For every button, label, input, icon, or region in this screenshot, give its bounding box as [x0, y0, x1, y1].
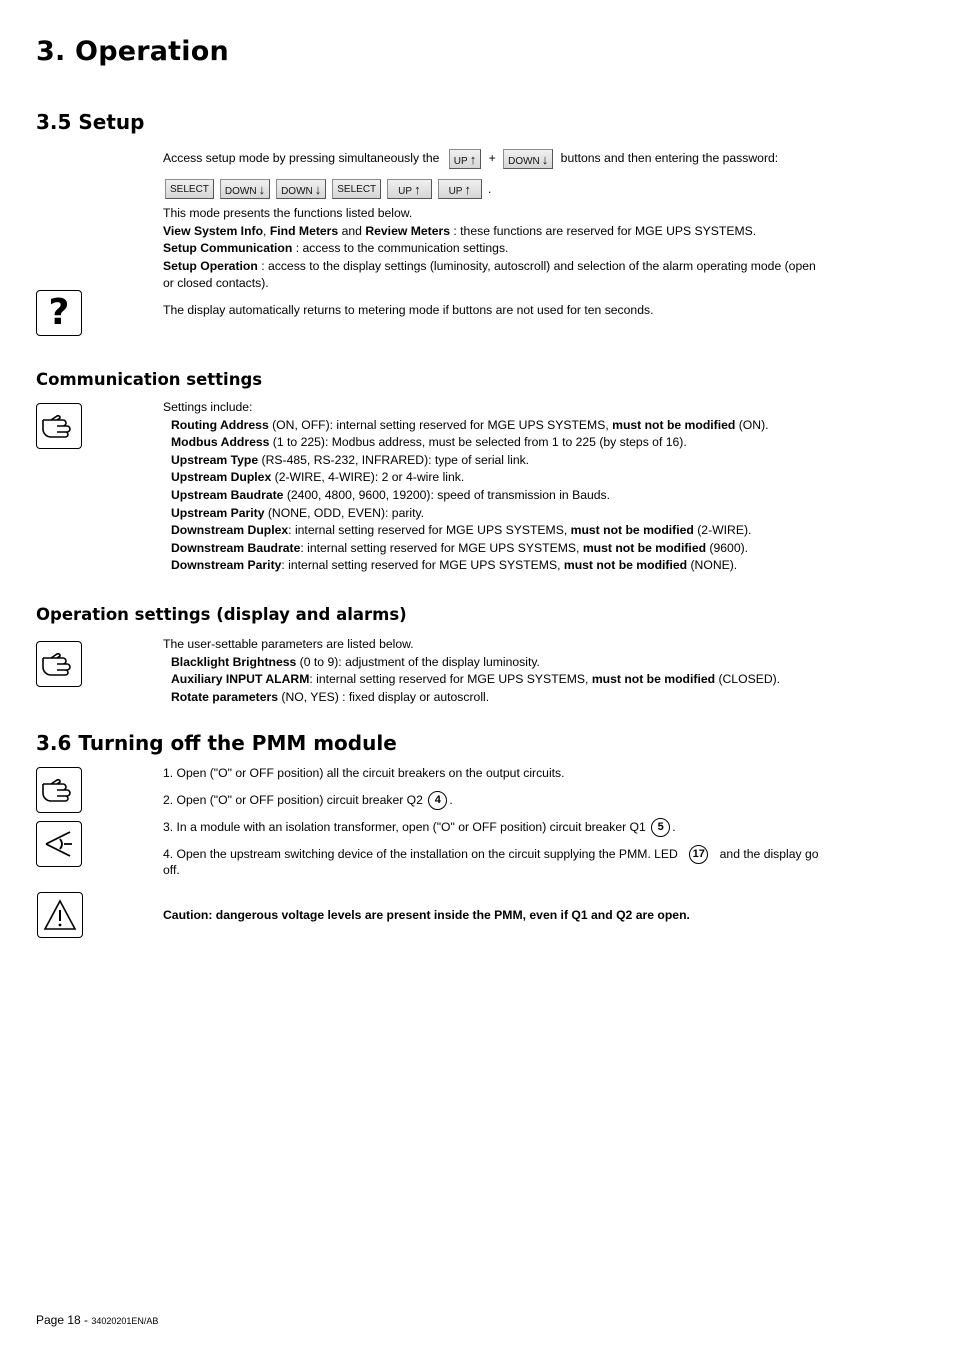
password-down-button: DOWN ↓	[276, 179, 326, 199]
turnoff-step-3: 3. In a module with an isolation transformer, open ("O" or OFF position) circuit breaker Q1 5 .	[163, 817, 676, 837]
up-button: UP ↑	[449, 149, 481, 169]
comm-item-modbus-address: Modbus Address (1 to 225): Modbus address, must be selected from 1 to 225 (by steps of 16).	[171, 435, 687, 450]
turnoff-step-1: 1. Open ("O" or OFF position) all the circuit breakers on the output circuits.	[163, 766, 565, 780]
ref-marker-5: 5	[651, 818, 670, 837]
password-select-button: SELECT	[165, 179, 214, 199]
comm-item-downstream-duplex: Downstream Duplex: internal setting reserved for MGE UPS SYSTEMS, must not be modified (2-WIRE).	[171, 523, 752, 538]
warning-triangle-icon	[37, 892, 83, 938]
turnoff-step-4: 4. Open the upstream switching device of the installation on the circuit supplying the PMM. LED 17 and the display go	[163, 844, 819, 864]
operation-settings	[163, 636, 780, 706]
communication-intro: Settings include:	[163, 400, 253, 414]
password-sequence	[165, 179, 491, 199]
section-setup-heading: 3.5 Setup	[36, 110, 145, 134]
plus-sign: +	[488, 151, 496, 165]
comm-item-routing-address: Routing Address (ON, OFF): internal setting reserved for MGE UPS SYSTEMS, must not be modified (ON).	[171, 417, 769, 432]
setup-intro-pre: Access setup mode by pressing simultaneously the	[163, 151, 440, 165]
switch-off-icon	[36, 821, 82, 867]
question-icon: ?	[36, 290, 82, 336]
comm-item-upstream-type: Upstream Type (RS-485, RS-232, INFRARED): type of serial link.	[171, 452, 530, 467]
op-item-rotate-parameters: Rotate parameters (NO, YES) : fixed display or autoscroll.	[171, 689, 490, 704]
operation-intro: The user-settable parameters are listed below.	[163, 637, 414, 651]
setup-line-2: View System Info, Find Meters and Review Meters : these functions are reserved for MGE UPS SYSTEMS.	[163, 223, 757, 238]
operation-heading: Operation settings (display and alarms)	[36, 605, 407, 624]
password-select-button: SELECT	[332, 179, 381, 199]
password-up-button: UP ↑	[438, 179, 482, 199]
down-button: DOWN ↓	[503, 149, 553, 169]
comm-item-downstream-baudrate: Downstream Baudrate: internal setting reserved for MGE UPS SYSTEMS, must not be modified (9600).	[171, 540, 749, 555]
caution-text: Caution: dangerous voltage levels are present inside the PMM, even if Q1 and Q2 are open.	[163, 908, 690, 922]
op-item-auxiliary-input-alarm: Auxiliary INPUT ALARM: internal setting reserved for MGE UPS SYSTEMS, must not be modified (CLOSED).	[171, 672, 781, 687]
communication-settings	[163, 399, 769, 575]
pointing-hand-icon	[36, 767, 82, 813]
setup-line-5: or closed contacts).	[163, 276, 269, 291]
setup-line-3: Setup Communication : access to the communication settings.	[163, 241, 509, 256]
document-reference: 34020201EN/AB	[91, 1316, 159, 1326]
ref-marker-4: 4	[428, 791, 447, 810]
comm-item-upstream-duplex: Upstream Duplex (2-WIRE, 4-WIRE): 2 or 4-wire link.	[171, 470, 465, 485]
chapter-title: 3. Operation	[36, 36, 229, 67]
password-down-button: DOWN ↓	[220, 179, 270, 199]
comm-item-downstream-parity: Downstream Parity: internal setting reserved for MGE UPS SYSTEMS, must not be modified (NONE).	[171, 558, 738, 573]
communication-heading: Communication settings	[36, 370, 263, 389]
op-item-backlight-brightness: Blacklight Brightness (0 to 9): adjustment of the display luminosity.	[171, 654, 540, 669]
ref-marker-17: 17	[689, 845, 708, 864]
comm-item-upstream-parity: Upstream Parity (NONE, ODD, EVEN): parity.	[171, 505, 425, 520]
pointing-hand-icon	[36, 641, 82, 687]
password-end: .	[487, 182, 492, 196]
section-turnoff-heading: 3.6 Turning off the PMM module	[36, 731, 397, 755]
setup-line-1: This mode presents the functions listed below.	[163, 206, 413, 220]
page-number: Page 18 -	[36, 1313, 92, 1327]
page-footer	[36, 1313, 158, 1327]
pointing-hand-icon	[36, 403, 82, 449]
turnoff-step-2: 2. Open ("O" or OFF position) circuit breaker Q2 4 .	[163, 790, 453, 810]
password-up-button: UP ↑	[387, 179, 431, 199]
turnoff-step-4-line2: off.	[163, 863, 180, 877]
setup-intro-post: buttons and then entering the password:	[560, 151, 779, 165]
comm-item-upstream-baudrate: Upstream Baudrate (2400, 4800, 9600, 19200): speed of transmission in Bauds.	[171, 487, 611, 502]
setup-intro	[163, 148, 778, 169]
setup-line-4: Setup Operation : access to the display settings (luminosity, autoscroll) and selection of the alarm operating mode (open	[163, 258, 816, 273]
setup-note: The display automatically returns to metering mode if buttons are not used for ten seconds.	[163, 303, 654, 317]
setup-description	[163, 205, 816, 293]
